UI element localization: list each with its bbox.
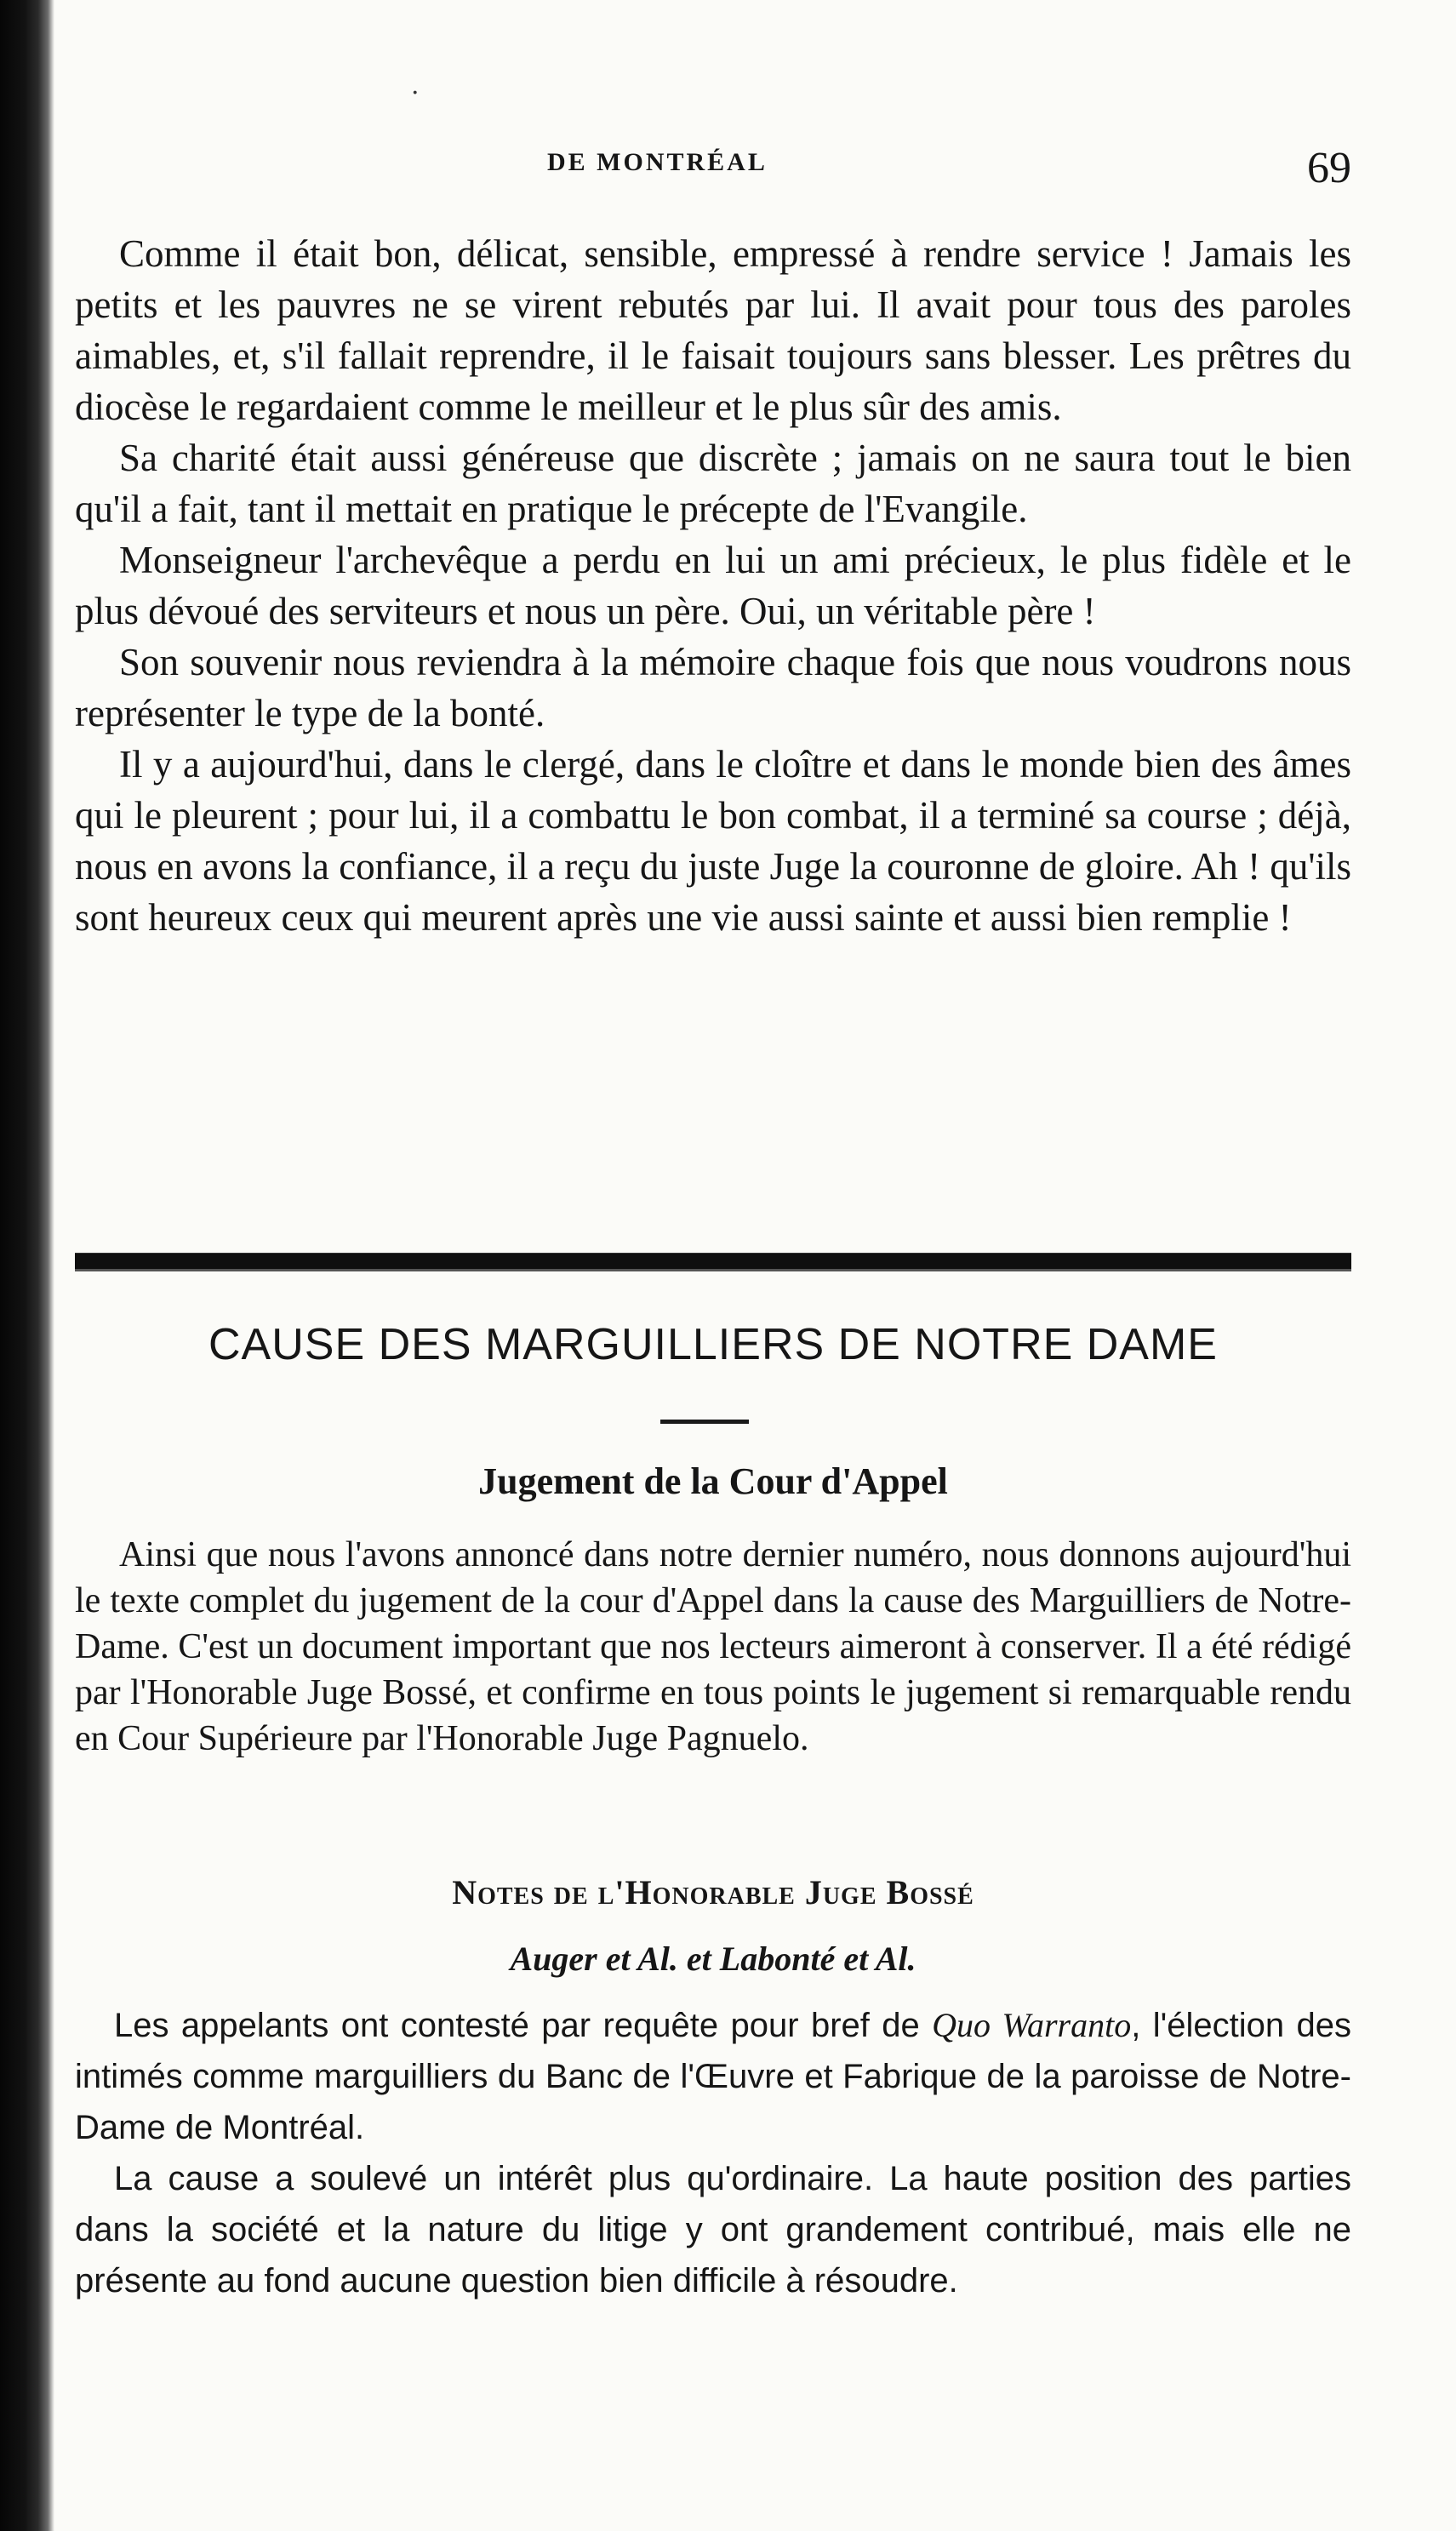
paragraph: Il y a aujourd'hui, dans le clergé, dans le cloître et dans le monde bien des âmes qui le pleurent ; pour lui, il a combattu le bon combat, il a terminé sa course ; déjà, nous en avons la confiance, il a reçu du juste Juge la couronne de gloire. Ah ! qu'ils sont heureux ceux qui meurent après une vie aussi sainte et aussi bien remplie !: [75, 743, 1351, 939]
latin-term: Quo Warranto: [932, 2006, 1132, 2044]
running-title: DE MONTRÉAL: [547, 148, 768, 176]
section-divider: [75, 1253, 1351, 1271]
page: [75, 0, 1351, 2531]
text-run: Les appelants ont contesté par requête pour bref de: [114, 2007, 920, 2044]
article-subtitle: Jugement de la Cour d'Appel: [478, 1460, 948, 1502]
paragraph: Comme il était bon, délicat, sensible, empressé à rendre service ! Jamais les petits et les pauvres ne se virent rebutés par lui. Il avait pour tous des paroles aimables, et, s'il fallait reprendre, il le faisait toujours sans blesser. Les prêtres du diocèse le regardaient comme le meilleur et le plus sûr des amis.: [75, 232, 1351, 428]
book-spine-shadow: [0, 0, 54, 2531]
title-underline: [660, 1420, 749, 1424]
paragraph: [75, 2000, 1351, 2153]
article-title: CAUSE DES MARGUILLIERS DE NOTRE DAME: [208, 1320, 1218, 1369]
case-name: Auger et Al. et Labonté et Al.: [510, 1940, 916, 1978]
paragraph: Ainsi que nous l'avons annoncé dans notre dernier numéro, nous donnons aujourd'hui le texte complet du jugement de la cour d'Appel dans la cause des Marguilliers de Notre-Dame. C'est un document important que nos lecteurs aimeront à conserver. Il a été rédigé par l'Honorable Juge Bossé, et confirme en tous points le jugement si remarquable rendu en Cour Supérieure par l'Honorable Juge Pagnuelo.: [75, 1535, 1351, 1758]
article-intro: [75, 1532, 1351, 1762]
running-header: [75, 143, 1351, 194]
notes-heading: Notes de l'Honorable Juge Bossé: [452, 1873, 974, 1911]
page-number: 69: [1307, 144, 1351, 192]
obituary-text: [75, 228, 1351, 943]
paragraph: La cause a soulevé un intérêt plus qu'ordinaire. La haute position des parties dans la société et la nature du litige y ont grandement contribué, mais elle ne présente au fond aucune question bien difficile à résoudre.: [75, 2160, 1351, 2300]
paragraph: Son souvenir nous reviendra à la mémoire chaque fois que nous voudrons nous représenter le type de la bonté.: [75, 641, 1351, 734]
judgment-text: [75, 2000, 1351, 2306]
print-speck: ·: [411, 78, 420, 108]
text-run: , l'élection des intimés comme marguilliers du Banc de l'Œuvre et Fabrique de la paroisse de Notre-Dame de Montréal.: [75, 2007, 1351, 2146]
paragraph: Monseigneur l'archevêque a perdu en lui un ami précieux, le plus fidèle et le plus dévoué des serviteurs et nous un père. Oui, un véritable père !: [75, 539, 1351, 632]
paragraph: Sa charité était aussi généreuse que discrète ; jamais on ne saura tout le bien qu'il a fait, tant il mettait en pratique le précepte de l'Evangile.: [75, 437, 1351, 530]
